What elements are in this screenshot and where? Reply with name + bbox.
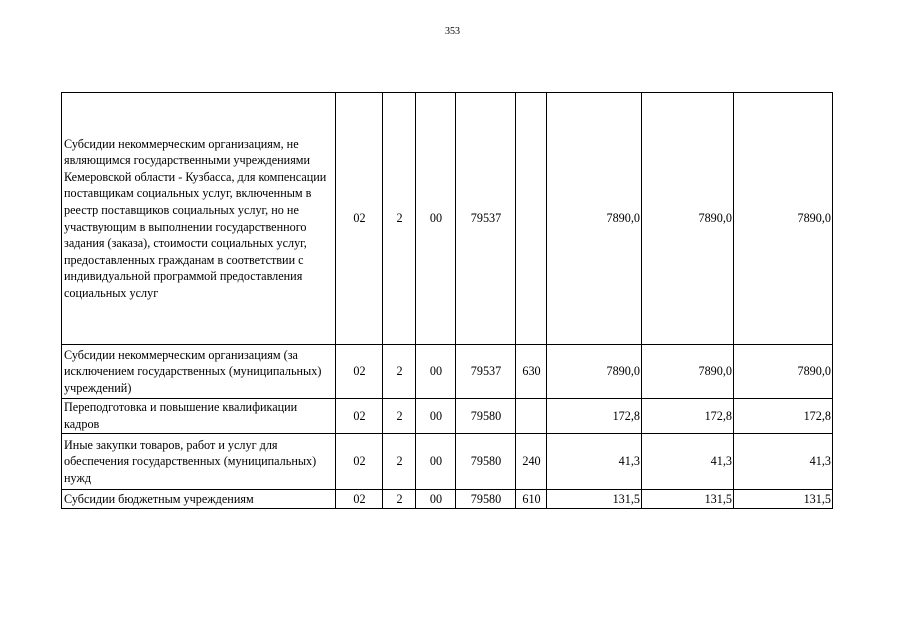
subprogram-cell: 00 — [416, 434, 456, 490]
amount-3-cell: 131,5 — [734, 490, 833, 509]
amount-1-cell: 41,3 — [547, 434, 642, 490]
subprogram-cell: 00 — [416, 399, 456, 434]
section-cell: 02 — [336, 434, 383, 490]
amount-1-cell: 131,5 — [547, 490, 642, 509]
amount-3-cell: 7890,0 — [734, 93, 833, 345]
target-article-cell: 79537 — [456, 345, 516, 399]
section-cell: 02 — [336, 93, 383, 345]
amount-2-cell: 172,8 — [642, 399, 734, 434]
amount-2-cell: 7890,0 — [642, 345, 734, 399]
program-cell: 2 — [383, 434, 416, 490]
expense-type-cell — [516, 399, 547, 434]
subprogram-cell: 00 — [416, 93, 456, 345]
amount-1-cell: 7890,0 — [547, 93, 642, 345]
row-name-cell: Иные закупки товаров, работ и услуг для обеспечения государственных (муниципальных) нужд — [62, 434, 336, 490]
expense-type-cell: 610 — [516, 490, 547, 509]
row-name-cell: Субсидии бюджетным учреждениям — [62, 490, 336, 509]
amount-1-cell: 172,8 — [547, 399, 642, 434]
amount-3-cell: 41,3 — [734, 434, 833, 490]
amount-2-cell: 131,5 — [642, 490, 734, 509]
section-cell: 02 — [336, 345, 383, 399]
amount-2-cell: 41,3 — [642, 434, 734, 490]
table-row — [62, 345, 833, 399]
program-cell: 2 — [383, 399, 416, 434]
program-cell: 2 — [383, 490, 416, 509]
subprogram-cell: 00 — [416, 345, 456, 399]
row-name-cell: Субсидии некоммерческим организациям, не являющимся государственными учреждениями Кемеровской области - Кузбасса, для компенсации поставщикам социальных услуг, включенным в реестр поставщиков социальных услуг, но не участвующим в выполнении государственного задания (заказа), стоимости социальных услуг, предоставленных гражданам в соответствии с индивидуальной программой предоставления социальных услуг — [62, 93, 336, 345]
amount-3-cell: 7890,0 — [734, 345, 833, 399]
table-row — [62, 434, 833, 490]
section-cell: 02 — [336, 490, 383, 509]
table-row — [62, 93, 833, 345]
target-article-cell: 79537 — [456, 93, 516, 345]
amount-2-cell: 7890,0 — [642, 93, 734, 345]
subprogram-cell: 00 — [416, 490, 456, 509]
page-number: 353 — [445, 26, 460, 37]
table-row — [62, 490, 833, 509]
target-article-cell: 79580 — [456, 434, 516, 490]
expense-type-cell: 240 — [516, 434, 547, 490]
row-name-cell: Субсидии некоммерческим организациям (за исключением государственных (муниципальных) учреждений) — [62, 345, 336, 399]
row-name-cell: Переподготовка и повышение квалификации кадров — [62, 399, 336, 434]
table-row — [62, 399, 833, 434]
expense-type-cell: 630 — [516, 345, 547, 399]
budget-table — [61, 92, 833, 509]
expense-type-cell — [516, 93, 547, 345]
amount-1-cell: 7890,0 — [547, 345, 642, 399]
target-article-cell: 79580 — [456, 490, 516, 509]
program-cell: 2 — [383, 93, 416, 345]
target-article-cell: 79580 — [456, 399, 516, 434]
section-cell: 02 — [336, 399, 383, 434]
amount-3-cell: 172,8 — [734, 399, 833, 434]
program-cell: 2 — [383, 345, 416, 399]
